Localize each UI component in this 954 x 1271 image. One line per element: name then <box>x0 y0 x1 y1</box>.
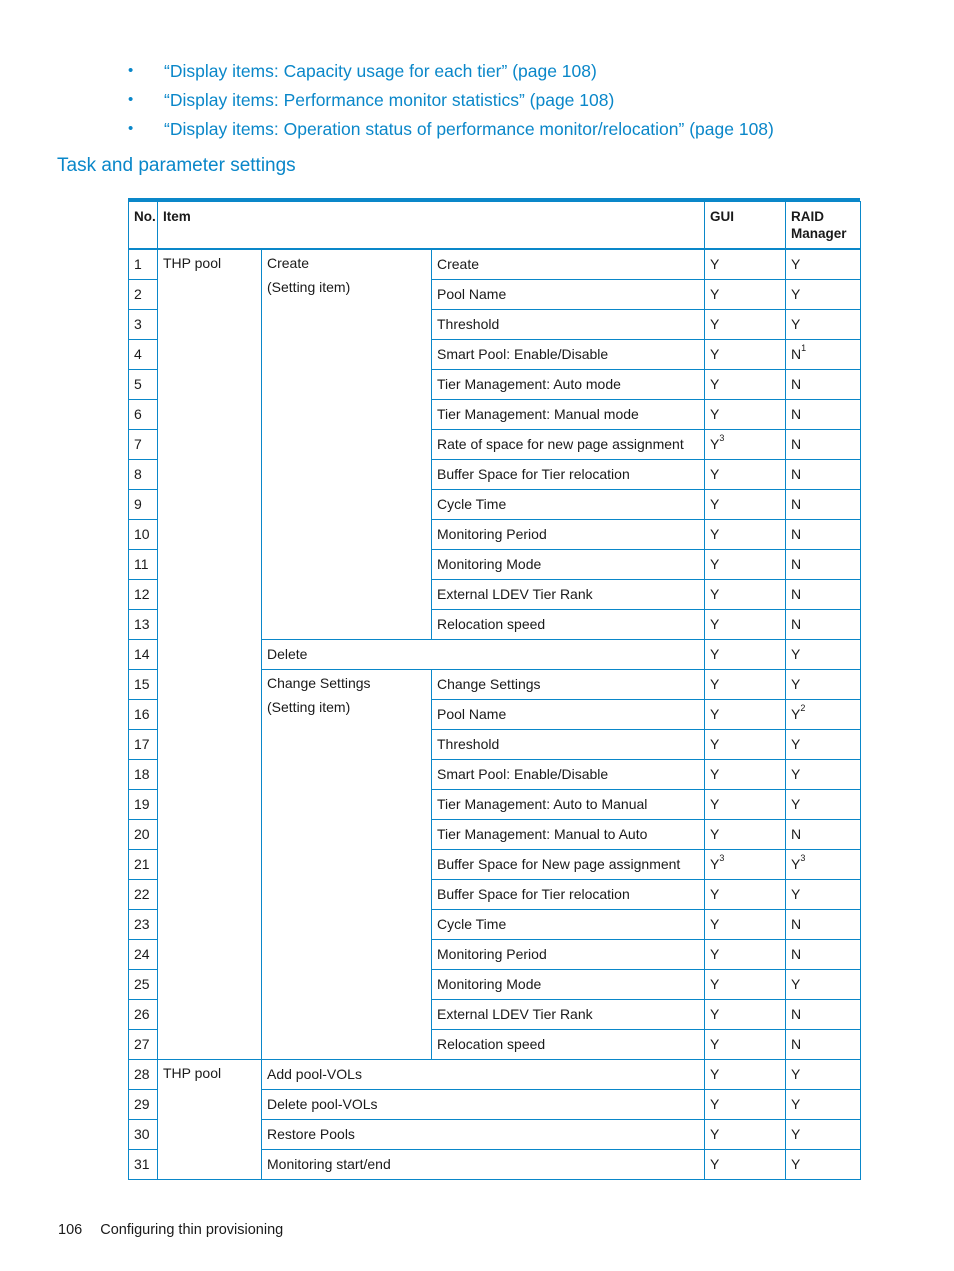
raid-manager-cell <box>786 700 861 730</box>
raid-manager-cell-value: Y <box>791 286 801 302</box>
raid-manager-cell <box>786 310 861 340</box>
row-number: 12 <box>129 580 158 610</box>
raid-manager-cell-value: Y <box>791 1066 801 1082</box>
item-name: Monitoring start/end <box>262 1150 705 1180</box>
row-number: 24 <box>129 940 158 970</box>
gui-cell-value: Y <box>710 256 720 272</box>
gui-cell <box>705 1060 786 1090</box>
item-name: Tier Management: Auto to Manual <box>432 790 705 820</box>
gui-cell-value: Y <box>710 1126 720 1142</box>
raid-manager-cell-value: N <box>791 406 802 422</box>
row-number: 15 <box>129 670 158 700</box>
raid-manager-cell-value: Y <box>791 976 801 992</box>
gui-cell <box>705 580 786 610</box>
gui-cell-value: Y <box>710 946 720 962</box>
gui-cell <box>705 640 786 670</box>
row-number: 17 <box>129 730 158 760</box>
gui-cell-value: Y <box>710 466 720 482</box>
footnote-ref[interactable]: 3 <box>719 853 725 864</box>
gui-cell-value: Y <box>710 316 720 332</box>
raid-manager-cell <box>786 760 861 790</box>
bullet-icon: • <box>128 120 134 137</box>
gui-cell <box>705 610 786 640</box>
footnote-ref[interactable]: 2 <box>800 703 806 714</box>
gui-cell-value: Y <box>710 586 720 602</box>
raid-manager-cell-value: Y <box>791 1096 801 1112</box>
item-name: Threshold <box>432 310 705 340</box>
page-footer <box>58 1222 283 1238</box>
raid-manager-cell <box>786 880 861 910</box>
header-raid-line2: Manager <box>791 226 847 241</box>
gui-cell-value: Y <box>710 1006 720 1022</box>
group-thp-pool-label: THP pool <box>163 255 222 271</box>
gui-cell <box>705 370 786 400</box>
item-name: Monitoring Period <box>432 520 705 550</box>
table-row <box>129 1060 861 1090</box>
raid-manager-cell-value: N <box>791 526 802 542</box>
group-create-sublabel: (Setting item) <box>267 279 351 295</box>
row-number: 30 <box>129 1120 158 1150</box>
raid-manager-cell-value: N <box>791 616 802 632</box>
section-title: Task and parameter settings <box>57 155 296 176</box>
raid-manager-cell-value: Y <box>791 796 801 812</box>
header-no: No. <box>129 202 158 250</box>
gui-cell <box>705 280 786 310</box>
gui-cell <box>705 760 786 790</box>
raid-manager-cell <box>786 370 861 400</box>
raid-manager-cell-value: N <box>791 1036 802 1052</box>
raid-manager-cell <box>786 1120 861 1150</box>
row-number: 23 <box>129 910 158 940</box>
raid-manager-cell <box>786 1090 861 1120</box>
page-number: 106 <box>58 1222 83 1238</box>
item-name: Buffer Space for Tier relocation <box>432 880 705 910</box>
item-name: Threshold <box>432 730 705 760</box>
group-change-settings-label: Change Settings <box>267 675 371 691</box>
raid-manager-cell-value: Y <box>791 316 801 332</box>
raid-manager-cell-value: Y <box>791 856 801 872</box>
raid-manager-cell-value: Y <box>791 886 801 902</box>
gui-cell-value: Y <box>710 646 720 662</box>
raid-manager-cell <box>786 910 861 940</box>
item-name: Delete <box>262 640 705 670</box>
gui-cell-value: Y <box>710 286 720 302</box>
raid-manager-cell <box>786 460 861 490</box>
row-number: 31 <box>129 1150 158 1180</box>
group-change-settings-sublabel: (Setting item) <box>267 699 351 715</box>
gui-cell-value: Y <box>710 1096 720 1112</box>
header-item: Item <box>158 202 705 250</box>
raid-manager-cell-value: N <box>791 496 802 512</box>
gui-cell <box>705 310 786 340</box>
row-number: 21 <box>129 850 158 880</box>
item-name: Tier Management: Manual to Auto <box>432 820 705 850</box>
link-operation-status[interactable]: “Display items: Operation status of performance monitor/relocation” (page 108) <box>164 119 774 139</box>
item-name: Tier Management: Auto mode <box>432 370 705 400</box>
raid-manager-cell-value: N <box>791 376 802 392</box>
item-name: Change Settings <box>432 670 705 700</box>
row-number: 9 <box>129 490 158 520</box>
gui-cell <box>705 850 786 880</box>
raid-manager-cell-value: Y <box>791 1126 801 1142</box>
gui-cell-value: Y <box>710 856 720 872</box>
gui-cell-value: Y <box>710 1156 720 1172</box>
group-thp-pool <box>158 1060 262 1180</box>
footnote-ref[interactable]: 1 <box>801 343 807 354</box>
gui-cell <box>705 880 786 910</box>
gui-cell <box>705 430 786 460</box>
row-number: 19 <box>129 790 158 820</box>
gui-cell <box>705 400 786 430</box>
gui-cell-value: Y <box>710 1036 720 1052</box>
item-name: Rate of space for new page assignment <box>432 430 705 460</box>
row-number: 16 <box>129 700 158 730</box>
gui-cell-value: Y <box>710 346 720 362</box>
gui-cell <box>705 730 786 760</box>
row-number: 27 <box>129 1030 158 1060</box>
gui-cell <box>705 700 786 730</box>
raid-manager-cell <box>786 490 861 520</box>
row-number: 3 <box>129 310 158 340</box>
gui-cell <box>705 520 786 550</box>
raid-manager-cell <box>786 280 861 310</box>
row-number: 25 <box>129 970 158 1000</box>
table-body <box>129 249 861 1180</box>
row-number: 18 <box>129 760 158 790</box>
gui-cell-value: Y <box>710 406 720 422</box>
row-number: 22 <box>129 880 158 910</box>
gui-cell <box>705 910 786 940</box>
footnote-ref[interactable]: 3 <box>719 433 725 444</box>
raid-manager-cell-value: N <box>791 436 802 452</box>
table-header-row <box>129 202 861 250</box>
raid-manager-cell-value: N <box>791 346 802 362</box>
gui-cell-value: Y <box>710 526 720 542</box>
item-name: Pool Name <box>432 280 705 310</box>
raid-manager-cell <box>786 400 861 430</box>
item-name: Cycle Time <box>432 910 705 940</box>
related-links-list <box>128 58 774 145</box>
raid-manager-cell <box>786 790 861 820</box>
item-name: Pool Name <box>432 700 705 730</box>
gui-cell <box>705 340 786 370</box>
gui-cell-value: Y <box>710 796 720 812</box>
gui-cell-value: Y <box>710 886 720 902</box>
gui-cell <box>705 460 786 490</box>
raid-manager-cell-value: Y <box>791 676 801 692</box>
raid-manager-cell <box>786 1060 861 1090</box>
raid-manager-cell <box>786 610 861 640</box>
gui-cell <box>705 490 786 520</box>
raid-manager-cell-value: Y <box>791 706 801 722</box>
header-raid-manager <box>786 202 861 250</box>
item-name: Restore Pools <box>262 1120 705 1150</box>
row-number: 11 <box>129 550 158 580</box>
raid-manager-cell <box>786 1030 861 1060</box>
group-change-settings <box>262 670 432 1060</box>
row-number: 26 <box>129 1000 158 1030</box>
raid-manager-cell <box>786 970 861 1000</box>
row-number: 2 <box>129 280 158 310</box>
group-thp-pool <box>158 249 262 1060</box>
gui-cell <box>705 820 786 850</box>
row-number: 8 <box>129 460 158 490</box>
bullet-icon: • <box>128 62 134 79</box>
gui-cell <box>705 970 786 1000</box>
gui-cell-value: Y <box>710 736 720 752</box>
footnote-ref[interactable]: 3 <box>800 853 806 864</box>
raid-manager-cell-value: N <box>791 556 802 572</box>
raid-manager-cell <box>786 430 861 460</box>
item-name: Monitoring Mode <box>432 550 705 580</box>
gui-cell <box>705 1150 786 1180</box>
row-number: 14 <box>129 640 158 670</box>
item-name: Tier Management: Manual mode <box>432 400 705 430</box>
raid-manager-cell-value: Y <box>791 736 801 752</box>
gui-cell <box>705 1120 786 1150</box>
item-name: Buffer Space for New page assignment <box>432 850 705 880</box>
gui-cell <box>705 790 786 820</box>
link-performance-monitor[interactable]: “Display items: Performance monitor statistics” (page 108) <box>164 90 615 110</box>
row-number: 28 <box>129 1060 158 1090</box>
raid-manager-cell-value: N <box>791 946 802 962</box>
item-name: Monitoring Mode <box>432 970 705 1000</box>
gui-cell-value: Y <box>710 556 720 572</box>
raid-manager-cell <box>786 730 861 760</box>
row-number: 10 <box>129 520 158 550</box>
group-thp-pool-label: THP pool <box>163 1065 222 1081</box>
gui-cell-value: Y <box>710 436 720 452</box>
raid-manager-cell <box>786 940 861 970</box>
raid-manager-cell-value: N <box>791 916 802 932</box>
item-name: Add pool-VOLs <box>262 1060 705 1090</box>
link-capacity-usage[interactable]: “Display items: Capacity usage for each tier” (page 108) <box>164 61 597 81</box>
row-number: 20 <box>129 820 158 850</box>
row-number: 5 <box>129 370 158 400</box>
raid-manager-cell-value: N <box>791 466 802 482</box>
raid-manager-cell-value: N <box>791 586 802 602</box>
gui-cell <box>705 940 786 970</box>
item-name: Relocation speed <box>432 610 705 640</box>
related-link-item <box>128 58 774 87</box>
row-number: 29 <box>129 1090 158 1120</box>
raid-manager-cell-value: Y <box>791 646 801 662</box>
item-name: Smart Pool: Enable/Disable <box>432 340 705 370</box>
raid-manager-cell <box>786 550 861 580</box>
gui-cell <box>705 1090 786 1120</box>
gui-cell <box>705 1000 786 1030</box>
gui-cell-value: Y <box>710 1066 720 1082</box>
related-link-item <box>128 87 774 116</box>
row-number: 4 <box>129 340 158 370</box>
row-number: 13 <box>129 610 158 640</box>
gui-cell-value: Y <box>710 706 720 722</box>
header-gui: GUI <box>705 202 786 250</box>
raid-manager-cell-value: Y <box>791 1156 801 1172</box>
item-name: Monitoring Period <box>432 940 705 970</box>
gui-cell-value: Y <box>710 976 720 992</box>
gui-cell <box>705 670 786 700</box>
raid-manager-cell <box>786 1000 861 1030</box>
raid-manager-cell-value: Y <box>791 256 801 272</box>
item-name: Cycle Time <box>432 490 705 520</box>
gui-cell-value: Y <box>710 616 720 632</box>
gui-cell <box>705 1030 786 1060</box>
gui-cell-value: Y <box>710 766 720 782</box>
item-name: External LDEV Tier Rank <box>432 580 705 610</box>
raid-manager-cell-value: Y <box>791 766 801 782</box>
item-name: Delete pool-VOLs <box>262 1090 705 1120</box>
row-number: 7 <box>129 430 158 460</box>
raid-manager-cell-value: N <box>791 1006 802 1022</box>
gui-cell <box>705 249 786 280</box>
raid-manager-cell <box>786 640 861 670</box>
raid-manager-cell <box>786 820 861 850</box>
raid-manager-cell <box>786 850 861 880</box>
item-name: Smart Pool: Enable/Disable <box>432 760 705 790</box>
raid-manager-cell <box>786 580 861 610</box>
raid-manager-cell-value: N <box>791 826 802 842</box>
related-link-item <box>128 116 774 145</box>
gui-cell-value: Y <box>710 376 720 392</box>
item-name: Relocation speed <box>432 1030 705 1060</box>
raid-manager-cell <box>786 520 861 550</box>
row-number: 1 <box>129 249 158 280</box>
item-name: Buffer Space for Tier relocation <box>432 460 705 490</box>
raid-manager-cell <box>786 249 861 280</box>
header-raid-line1: RAID <box>791 209 825 224</box>
row-number: 6 <box>129 400 158 430</box>
gui-cell-value: Y <box>710 676 720 692</box>
gui-cell-value: Y <box>710 496 720 512</box>
task-parameter-table <box>128 201 861 1180</box>
raid-manager-cell <box>786 340 861 370</box>
bullet-icon: • <box>128 91 134 108</box>
group-create-label: Create <box>267 255 310 271</box>
gui-cell <box>705 550 786 580</box>
raid-manager-cell <box>786 670 861 700</box>
chapter-title: Configuring thin provisioning <box>100 1222 284 1238</box>
item-name: Create <box>432 249 705 280</box>
gui-cell-value: Y <box>710 916 720 932</box>
table-row <box>129 249 861 280</box>
group-create <box>262 249 432 640</box>
gui-cell-value: Y <box>710 826 720 842</box>
item-name: External LDEV Tier Rank <box>432 1000 705 1030</box>
raid-manager-cell <box>786 1150 861 1180</box>
